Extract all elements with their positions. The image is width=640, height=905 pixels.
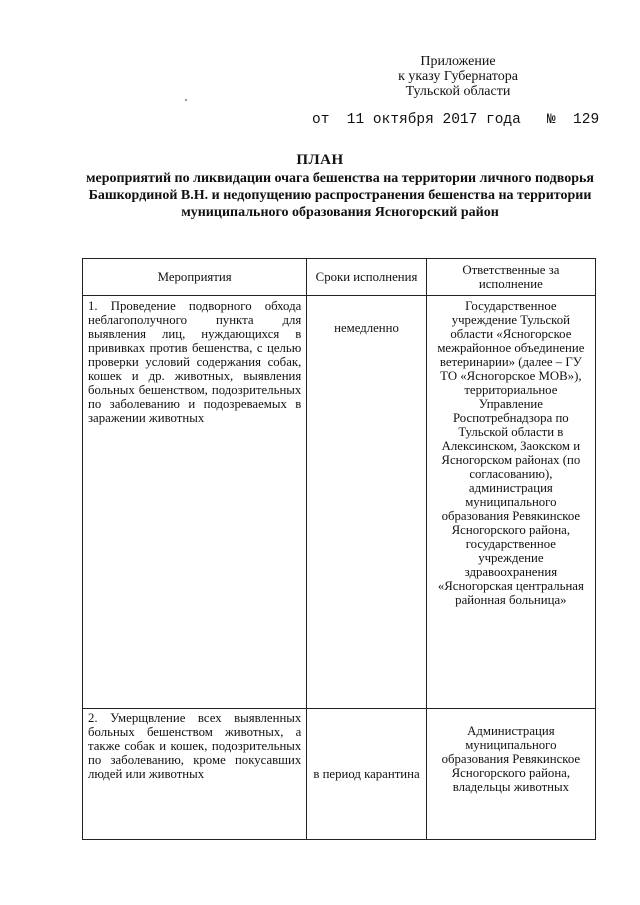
header-deadlines: Сроки исполнения [307,259,426,296]
appendix-region: Тульской области [405,84,511,99]
responsible-cell: Государственное учреждение Тульской области «Ясногорское межрайонное объединение ветеринарии» (далее – ГУ ТО «Ясногорское МОВ»), территориальное Управление Роспотребнадзора по Тульской области в Алексинском, Заокском и Ясногорском районах (по согласованию), администрация муниципального образования Ревякинское Ясногорского района, государственное учреждение здравоохранения «Ясногорская центральная районная больница» [426,296,595,709]
table-row [83,709,596,840]
table-header-row [83,259,596,296]
appendix-decree-ref: к указу Губернатора [398,69,518,84]
responsible-cell: Администрация муниципального образования Ревякинское Ясногорского района, владельцы животных [426,709,595,840]
deadline-cell: немедленно [307,296,426,709]
scan-speck [185,99,187,101]
decree-date-number: от 11 октября 2017 года № 129 [312,112,600,128]
measures-table [82,258,596,840]
header-measures: Мероприятия [83,259,307,296]
plan-title: ПЛАН [296,152,344,168]
measure-cell: 1. Проведение подворного обхода неблагополучного пункта для выявления лиц, нуждающихся в прививках против бешенства, с целью проверки условий содержания собак, кошек и др. животных, выявления больных бешенством, подозрительных по заболеванию и подозреваемых в заражении животных [83,296,307,709]
measure-cell: 2. Умерщвление всех выявленных больных бешенством животных, а также собак и кошек, подозрительных по заболеванию, кроме покусавших людей или животных [83,709,307,840]
table-row [83,296,596,709]
deadline-cell: в период карантина [307,709,426,840]
appendix-title: Приложение [420,54,496,69]
header-responsible: Ответственные за исполнение [426,259,595,296]
plan-subtitle: мероприятий по ликвидации очага бешенства на территории личного подворья Башкординой В.Н. и недопущению распространения бешенства на территории муниципального образования Ясногорский район [86,171,594,220]
appendix-header [368,54,548,99]
